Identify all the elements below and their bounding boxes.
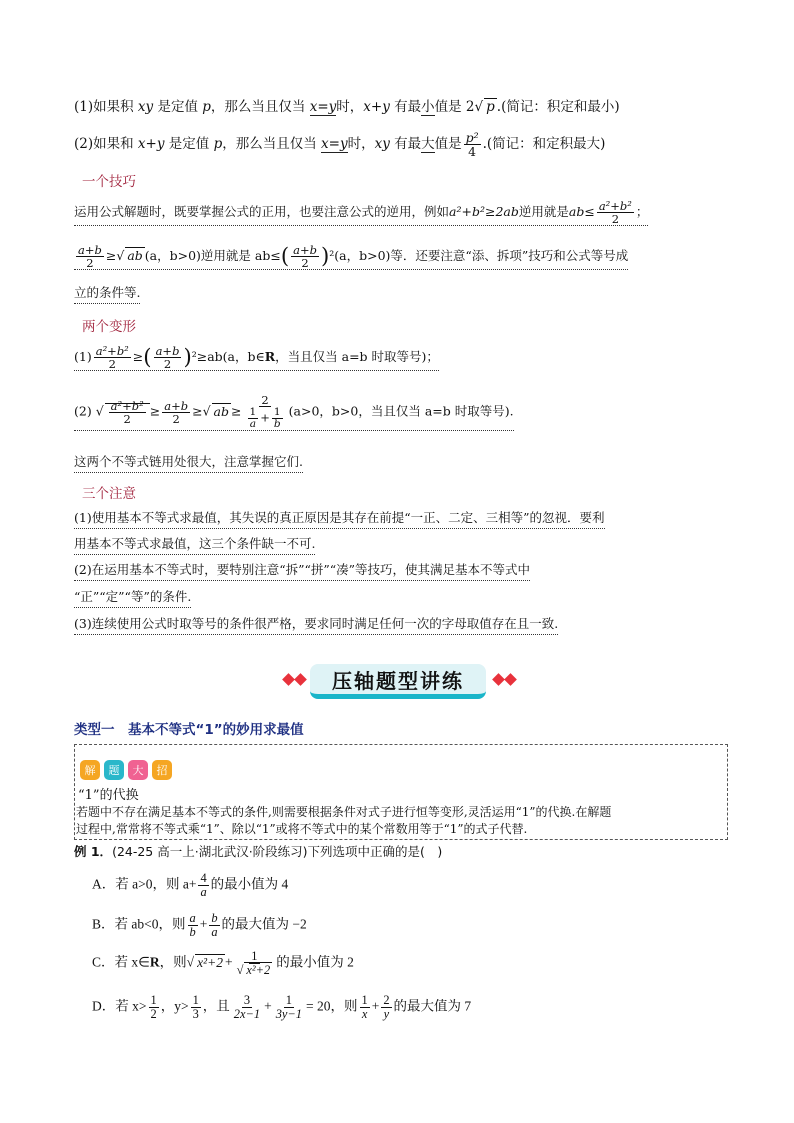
tip-line-2: $\frac{a+b}{2}$ ≥√ ab (a，b>0)逆用就是 ab≤( $\frac{a+b}{2}$ )²(a，b>0)等．还要注意“添、拆项”技巧和公式等号成 xyxy=(74,244,628,270)
box-title: “1”的代换 xyxy=(78,788,139,803)
option-a: A．若 a>0，则 a+ $\frac{4}{a}$ 的最小值为 4 xyxy=(92,871,289,900)
property-2: (2)如果和 x+y 是定值 p，那么当且仅当 x=y时，xy 有最大值是 $\frac{\text{p²}}{4}$ .(简记：和定积最大) xyxy=(74,130,606,160)
diamond-icon xyxy=(294,673,307,686)
badge-zhao: 招 xyxy=(152,760,172,780)
section-banner: 压轴题型讲练 xyxy=(310,664,486,699)
tip-heading: 一个技巧 xyxy=(82,174,136,190)
box-line-1: 若题中不存在满足基本不等式的条件,则需要根据条件对式子进行恒等变形,灵活运用“1”的代换.在解题 xyxy=(76,805,612,819)
variant-1: (1) $\frac{\text{a²+b²}}{2}$ ≥( $\frac{a+b}{2}$ )²≥ab(a，b∈R，当且仅当 a=b 时取等号)； xyxy=(74,344,439,372)
option-d: D．若 x> $\frac{1}{2}$ ，y> $\frac{1}{3}$ ，且 $\frac{3}{2x-1}$ + $\frac{1}{3y-1}$ = 20，则 $\frac{1}{x}$ + $\frac{2}{y}$ 的最大值为 7 xyxy=(92,993,472,1022)
tip-line-1: 运用公式解题时，既要掌握公式的正用，也要注意公式的逆用，例如a²+b²≥2ab逆用就是ab≤ $\frac{\text{a²+b²}}{2}$ ； xyxy=(74,199,649,227)
variants-heading: 两个变形 xyxy=(82,319,136,335)
note-1a: (1)使用基本不等式求最值，其失误的真正原因是其存在前提“一正、二定、三相等”的忽视．要利 xyxy=(74,508,605,529)
diamond-icon xyxy=(504,673,517,686)
type-title: 类型一 基本不等式“1”的妙用求最值 xyxy=(74,722,304,738)
note-2b: “正”“定”“等”的条件. xyxy=(74,587,191,608)
diamond-icon xyxy=(492,673,505,686)
badge-ti: 题 xyxy=(104,760,124,780)
variant-2: (2) √ $\frac{\text{a²+b²}}{2}$ ≥ $\frac{a+b}{2}$ ≥√ ab ≥ 2 $\frac{1}{a}$ + $\frac{1}{b}$ (a>0，b>0，当且仅当 a=b 时取等号). xyxy=(74,393,514,431)
diamond-icon xyxy=(282,673,295,686)
badge-da: 大 xyxy=(128,760,148,780)
option-b: B．若 ab<0，则 $\frac{a}{b}$ + $\frac{b}{a}$ 的最大值为 −2 xyxy=(92,911,307,940)
tip-line-3: 立的条件等. xyxy=(74,283,140,304)
variants-note: 这两个不等式链用处很大，注意掌握它们. xyxy=(74,452,303,473)
badge-jie: 解 xyxy=(80,760,100,780)
option-c: C．若 x∈R，则√ x²+2 + $\frac{1}{\text{√ x²+2}}$ 的最小值为 2 xyxy=(92,949,354,978)
example-header: 例 1．(24-25 高一上·湖北武汉·阶段练习)下列选项中正确的是( ) xyxy=(74,844,443,859)
notes-heading: 三个注意 xyxy=(82,486,136,502)
property-1: (1)如果积 xy 是定值 p，那么当且仅当 x=y时，x+y 有最小值是 2√ p .(简记：积定和最小) xyxy=(74,99,620,115)
note-2a: (2)在运用基本不等式时，要特别注意“拆”“拼”“凑”等技巧，使其满足基本不等式中 xyxy=(74,560,530,581)
note-1b: 用基本不等式求最值，这三个条件缺一不可. xyxy=(74,534,315,555)
box-line-2: 过程中,常常将不等式乘“1”、除以“1”或将不等式中的某个常数用等于“1”的式子代替. xyxy=(76,822,528,836)
note-3: (3)连续使用公式时取等号的条件很严格，要求同时满足任何一次的字母取值存在且一致. xyxy=(74,614,558,635)
